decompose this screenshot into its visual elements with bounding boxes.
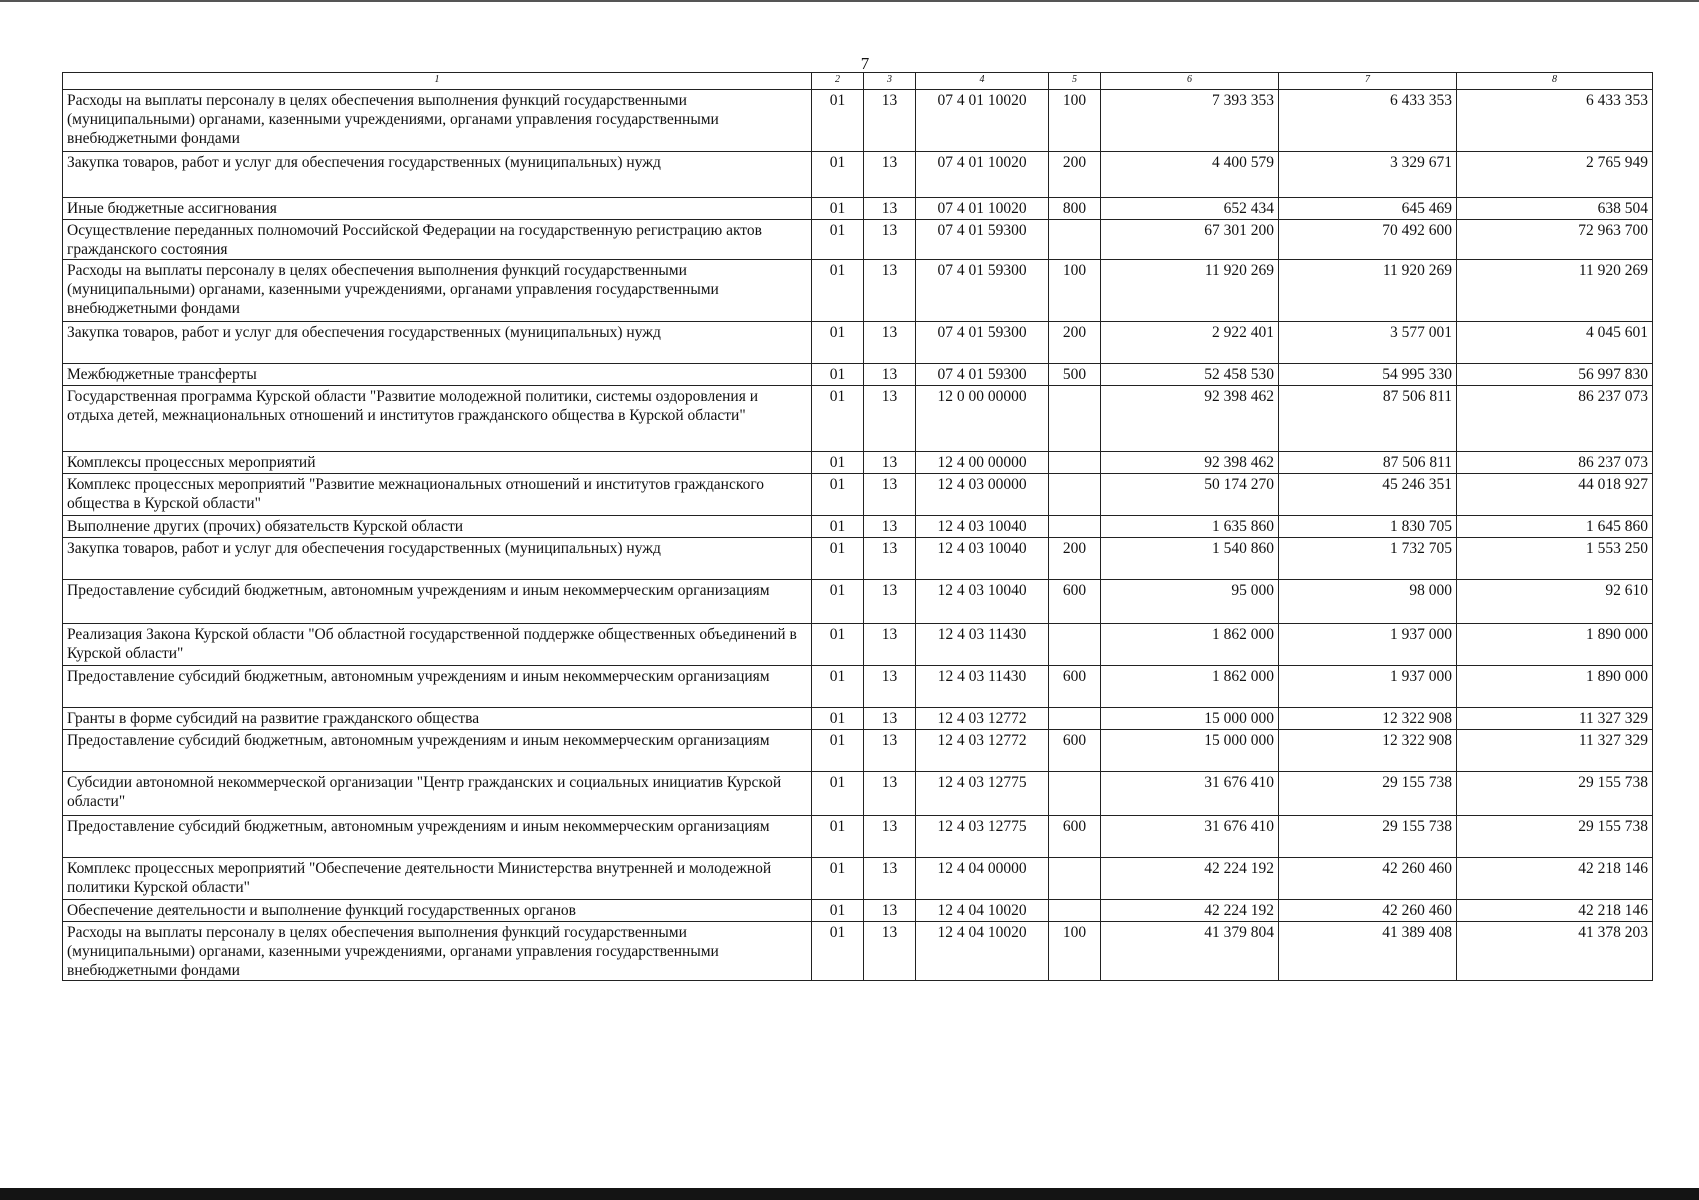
header-cell: 3 [864,73,916,90]
row-subsection: 13 [864,730,916,772]
row-expense-type: 500 [1049,364,1101,386]
row-section: 01 [812,152,864,198]
row-expense-type: 800 [1049,198,1101,220]
budget-table [62,72,1653,981]
row-subsection: 13 [864,772,916,816]
row-amount-year2: 70 492 600 [1279,220,1457,260]
row-target-article: 07 4 01 59300 [916,322,1049,364]
row-amount-year3: 638 504 [1457,198,1653,220]
row-amount-year1: 42 224 192 [1101,900,1279,922]
row-amount-year2: 42 260 460 [1279,858,1457,900]
row-section: 01 [812,474,864,516]
row-section: 01 [812,900,864,922]
row-subsection: 13 [864,516,916,538]
table-row [63,816,1653,858]
header-cell: 7 [1279,73,1457,90]
row-expense-type: 600 [1049,816,1101,858]
row-target-article: 07 4 01 59300 [916,220,1049,260]
header-cell: 2 [812,73,864,90]
row-subsection: 13 [864,152,916,198]
table-row [63,922,1653,981]
row-amount-year3: 6 433 353 [1457,90,1653,152]
row-amount-year1: 1 635 860 [1101,516,1279,538]
row-amount-year1: 42 224 192 [1101,858,1279,900]
row-section: 01 [812,260,864,322]
row-expense-type: 100 [1049,260,1101,322]
row-amount-year3: 44 018 927 [1457,474,1653,516]
row-amount-year1: 4 400 579 [1101,152,1279,198]
row-amount-year1: 95 000 [1101,580,1279,624]
row-amount-year2: 6 433 353 [1279,90,1457,152]
row-subsection: 13 [864,220,916,260]
row-target-article: 12 4 03 12772 [916,730,1049,772]
header-cell: 6 [1101,73,1279,90]
row-expense-type [1049,474,1101,516]
row-amount-year1: 2 922 401 [1101,322,1279,364]
row-section: 01 [812,90,864,152]
row-target-article: 12 4 03 11430 [916,624,1049,666]
row-subsection: 13 [864,260,916,322]
row-amount-year2: 54 995 330 [1279,364,1457,386]
row-section: 01 [812,198,864,220]
row-target-article: 12 4 04 10020 [916,900,1049,922]
row-subsection: 13 [864,666,916,708]
table-row [63,220,1653,260]
table-row [63,772,1653,816]
row-amount-year1: 652 434 [1101,198,1279,220]
row-amount-year3: 1 553 250 [1457,538,1653,580]
row-subsection: 13 [864,198,916,220]
row-expense-type [1049,708,1101,730]
row-subsection: 13 [864,538,916,580]
row-subsection: 13 [864,922,916,981]
header-cell: 4 [916,73,1049,90]
table-row [63,364,1653,386]
row-amount-year1: 15 000 000 [1101,708,1279,730]
row-name: Обеспечение деятельности и выполнение функций государственных органов [63,900,812,922]
row-amount-year2: 12 322 908 [1279,730,1457,772]
row-section: 01 [812,364,864,386]
row-section: 01 [812,816,864,858]
table-row [63,90,1653,152]
row-amount-year3: 86 237 073 [1457,452,1653,474]
row-name: Комплекс процессных мероприятий "Развитие межнациональных отношений и институтов гражданского общества в Курской области" [63,474,812,516]
row-subsection: 13 [864,364,916,386]
row-amount-year2: 29 155 738 [1279,816,1457,858]
row-name: Реализация Закона Курской области "Об областной государственной поддержке общественных объединений в Курской области" [63,624,812,666]
row-name: Предоставление субсидий бюджетным, автономным учреждениям и иным некоммерческим организациям [63,730,812,772]
row-amount-year3: 29 155 738 [1457,816,1653,858]
header-row [63,73,1653,90]
row-amount-year3: 92 610 [1457,580,1653,624]
table-row [63,858,1653,900]
row-amount-year2: 645 469 [1279,198,1457,220]
row-expense-type [1049,900,1101,922]
row-name: Предоставление субсидий бюджетным, автономным учреждениям и иным некоммерческим организациям [63,580,812,624]
row-name: Расходы на выплаты персоналу в целях обеспечения выполнения функций государственными (муниципальными) органами, казенными учреждениями, органами управления государственными внебюджетными фондами [63,90,812,152]
row-subsection: 13 [864,452,916,474]
row-name: Осуществление переданных полномочий Российской Федерации на государственную регистрацию актов гражданского состояния [63,220,812,260]
row-amount-year1: 11 920 269 [1101,260,1279,322]
row-amount-year2: 1 937 000 [1279,666,1457,708]
row-target-article: 07 4 01 10020 [916,90,1049,152]
row-amount-year1: 52 458 530 [1101,364,1279,386]
row-name: Субсидии автономной некоммерческой организации "Центр гражданских и социальных инициатив Курской области" [63,772,812,816]
row-name: Расходы на выплаты персоналу в целях обеспечения выполнения функций государственными (муниципальными) органами, казенными учреждениями, органами управления государственными внебюджетными фондами [63,922,812,981]
row-amount-year3: 86 237 073 [1457,386,1653,452]
row-amount-year2: 45 246 351 [1279,474,1457,516]
row-expense-type: 200 [1049,538,1101,580]
row-section: 01 [812,580,864,624]
row-amount-year1: 1 862 000 [1101,666,1279,708]
row-target-article: 07 4 01 59300 [916,260,1049,322]
row-expense-type: 600 [1049,666,1101,708]
row-subsection: 13 [864,624,916,666]
table-row [63,580,1653,624]
row-amount-year2: 29 155 738 [1279,772,1457,816]
row-section: 01 [812,386,864,452]
row-amount-year3: 56 997 830 [1457,364,1653,386]
row-name: Закупка товаров, работ и услуг для обеспечения государственных (муниципальных) нужд [63,538,812,580]
row-target-article: 12 4 03 10040 [916,516,1049,538]
table-row [63,452,1653,474]
row-name: Закупка товаров, работ и услуг для обеспечения государственных (муниципальных) нужд [63,152,812,198]
row-target-article: 07 4 01 10020 [916,152,1049,198]
row-amount-year2: 11 920 269 [1279,260,1457,322]
row-amount-year3: 42 218 146 [1457,900,1653,922]
row-name: Межбюджетные трансферты [63,364,812,386]
row-name: Гранты в форме субсидий на развитие гражданского общества [63,708,812,730]
table-row [63,152,1653,198]
row-expense-type: 200 [1049,322,1101,364]
row-amount-year2: 98 000 [1279,580,1457,624]
row-expense-type [1049,858,1101,900]
row-amount-year1: 15 000 000 [1101,730,1279,772]
row-name: Закупка товаров, работ и услуг для обеспечения государственных (муниципальных) нужд [63,322,812,364]
row-amount-year3: 1 645 860 [1457,516,1653,538]
row-amount-year2: 87 506 811 [1279,386,1457,452]
row-expense-type: 600 [1049,730,1101,772]
row-amount-year3: 2 765 949 [1457,152,1653,198]
table-row [63,538,1653,580]
row-subsection: 13 [864,708,916,730]
row-name: Предоставление субсидий бюджетным, автономным учреждениям и иным некоммерческим организациям [63,666,812,708]
header-cell: 5 [1049,73,1101,90]
row-subsection: 13 [864,900,916,922]
row-target-article: 12 4 04 10020 [916,922,1049,981]
row-amount-year1: 41 379 804 [1101,922,1279,981]
row-section: 01 [812,730,864,772]
row-amount-year1: 1 862 000 [1101,624,1279,666]
row-section: 01 [812,858,864,900]
row-amount-year2: 1 830 705 [1279,516,1457,538]
row-amount-year2: 12 322 908 [1279,708,1457,730]
row-amount-year2: 3 577 001 [1279,322,1457,364]
row-name: Государственная программа Курской области "Развитие молодежной политики, системы оздоровления и отдыха детей, межнациональных отношений и институтов гражданского общества в Курской области" [63,386,812,452]
table-row [63,708,1653,730]
row-section: 01 [812,516,864,538]
row-amount-year1: 31 676 410 [1101,816,1279,858]
row-expense-type [1049,452,1101,474]
row-subsection: 13 [864,322,916,364]
row-section: 01 [812,452,864,474]
table-body [63,73,1653,981]
table-row [63,516,1653,538]
row-expense-type [1049,386,1101,452]
row-amount-year3: 4 045 601 [1457,322,1653,364]
row-section: 01 [812,538,864,580]
row-amount-year2: 42 260 460 [1279,900,1457,922]
row-amount-year1: 1 540 860 [1101,538,1279,580]
row-section: 01 [812,322,864,364]
table-row [63,624,1653,666]
row-target-article: 12 4 03 11430 [916,666,1049,708]
row-section: 01 [812,666,864,708]
row-target-article: 12 4 00 00000 [916,452,1049,474]
row-target-article: 12 4 03 10040 [916,538,1049,580]
table-row [63,474,1653,516]
row-amount-year1: 92 398 462 [1101,452,1279,474]
row-expense-type: 600 [1049,580,1101,624]
row-amount-year1: 92 398 462 [1101,386,1279,452]
table-row [63,666,1653,708]
row-amount-year3: 1 890 000 [1457,666,1653,708]
row-amount-year2: 3 329 671 [1279,152,1457,198]
row-amount-year1: 50 174 270 [1101,474,1279,516]
row-name: Предоставление субсидий бюджетным, автономным учреждениям и иным некоммерческим организациям [63,816,812,858]
row-amount-year3: 41 378 203 [1457,922,1653,981]
table-row [63,322,1653,364]
table-row [63,730,1653,772]
row-subsection: 13 [864,386,916,452]
row-amount-year1: 7 393 353 [1101,90,1279,152]
row-amount-year3: 1 890 000 [1457,624,1653,666]
row-target-article: 12 4 03 00000 [916,474,1049,516]
row-amount-year2: 1 732 705 [1279,538,1457,580]
row-target-article: 07 4 01 59300 [916,364,1049,386]
row-amount-year3: 29 155 738 [1457,772,1653,816]
row-amount-year1: 31 676 410 [1101,772,1279,816]
row-expense-type [1049,516,1101,538]
row-name: Расходы на выплаты персоналу в целях обеспечения выполнения функций государственными (муниципальными) органами, казенными учреждениями, органами управления государственными внебюджетными фондами [63,260,812,322]
row-subsection: 13 [864,474,916,516]
table-row [63,198,1653,220]
row-section: 01 [812,708,864,730]
row-section: 01 [812,624,864,666]
row-amount-year3: 11 327 329 [1457,708,1653,730]
row-subsection: 13 [864,816,916,858]
row-amount-year2: 1 937 000 [1279,624,1457,666]
header-cell: 1 [63,73,812,90]
page-number: 7 [860,54,870,73]
row-expense-type [1049,624,1101,666]
table-row [63,386,1653,452]
row-name: Выполнение других (прочих) обязательств Курской области [63,516,812,538]
row-name: Иные бюджетные ассигнования [63,198,812,220]
row-expense-type: 100 [1049,90,1101,152]
row-subsection: 13 [864,90,916,152]
scan-edge-top [0,0,1699,2]
scan-edge-bottom [0,1188,1699,1200]
row-amount-year2: 41 389 408 [1279,922,1457,981]
row-expense-type [1049,772,1101,816]
row-amount-year2: 87 506 811 [1279,452,1457,474]
row-expense-type: 200 [1049,152,1101,198]
row-amount-year3: 11 920 269 [1457,260,1653,322]
row-name: Комплекс процессных мероприятий "Обеспечение деятельности Министерства внутренней и молодежной политики Курской области" [63,858,812,900]
row-amount-year3: 72 963 700 [1457,220,1653,260]
row-target-article: 07 4 01 10020 [916,198,1049,220]
row-section: 01 [812,922,864,981]
header-cell: 8 [1457,73,1653,90]
row-section: 01 [812,220,864,260]
row-amount-year3: 42 218 146 [1457,858,1653,900]
row-target-article: 12 4 04 00000 [916,858,1049,900]
row-target-article: 12 4 03 10040 [916,580,1049,624]
row-target-article: 12 4 03 12775 [916,816,1049,858]
row-target-article: 12 4 03 12772 [916,708,1049,730]
row-amount-year1: 67 301 200 [1101,220,1279,260]
row-subsection: 13 [864,858,916,900]
table-row [63,260,1653,322]
row-name: Комплексы процессных мероприятий [63,452,812,474]
row-expense-type [1049,220,1101,260]
table-row [63,900,1653,922]
row-expense-type: 100 [1049,922,1101,981]
row-amount-year3: 11 327 329 [1457,730,1653,772]
row-subsection: 13 [864,580,916,624]
row-target-article: 12 4 03 12775 [916,772,1049,816]
row-section: 01 [812,772,864,816]
row-target-article: 12 0 00 00000 [916,386,1049,452]
